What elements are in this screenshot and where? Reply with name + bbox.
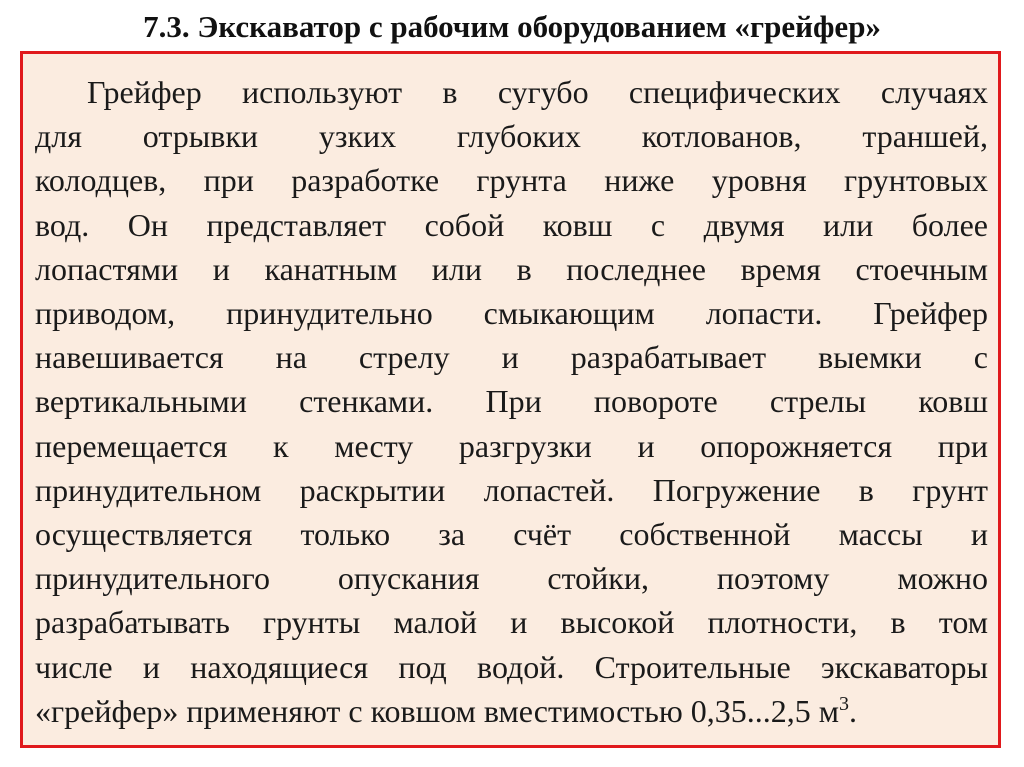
paragraph-line: числе и находящиеся под водой. Строительные экскаваторы <box>35 648 988 685</box>
paragraph-line: разрабатывать грунты малой и высокой плотности, в том <box>35 604 988 641</box>
paragraph-line: Грейфер используют в сугубо специфических случаях <box>87 74 988 110</box>
paragraph-line: принудительном раскрытии лопастей. Погружение в грунт <box>35 471 988 508</box>
last-line-period: . <box>849 692 858 729</box>
paragraph-line: перемещается к месту разгрузки и опорожняется при <box>35 427 988 464</box>
paragraph-line: вертикальными стенками. При повороте стрелы ковш <box>35 383 988 420</box>
body-paragraph <box>35 70 988 733</box>
paragraph-line: осуществляется только за счёт собственной массы и <box>35 516 988 553</box>
cubic-superscript: 3 <box>839 692 850 715</box>
paragraph-line: для отрывки узких глубоких котлованов, траншей, <box>35 118 988 155</box>
paragraph-last-line <box>35 689 988 733</box>
text-frame <box>20 51 1001 748</box>
paragraph-line: лопастями и канатным или в последнее время стоечным <box>35 250 988 287</box>
paragraph-line: колодцев, при разработке грунта ниже уровня грунтовых <box>35 162 988 199</box>
paragraph-line: вод. Он представляет собой ковш с двумя или более <box>35 206 988 243</box>
last-line-text: «грейфер» применяют с ковшом вместимостью 0,35...2,5 м <box>35 692 840 729</box>
paragraph-line: приводом, принудительно смыкающим лопасти. Грейфер <box>35 295 988 332</box>
slide-title: 7.3. Экскаватор с рабочим оборудованием «грейфер» <box>143 9 881 44</box>
paragraph-line: принудительного опускания стойки, поэтому можно <box>35 560 988 597</box>
paragraph-line: навешивается на стрелу и разрабатывает выемки с <box>35 339 988 376</box>
